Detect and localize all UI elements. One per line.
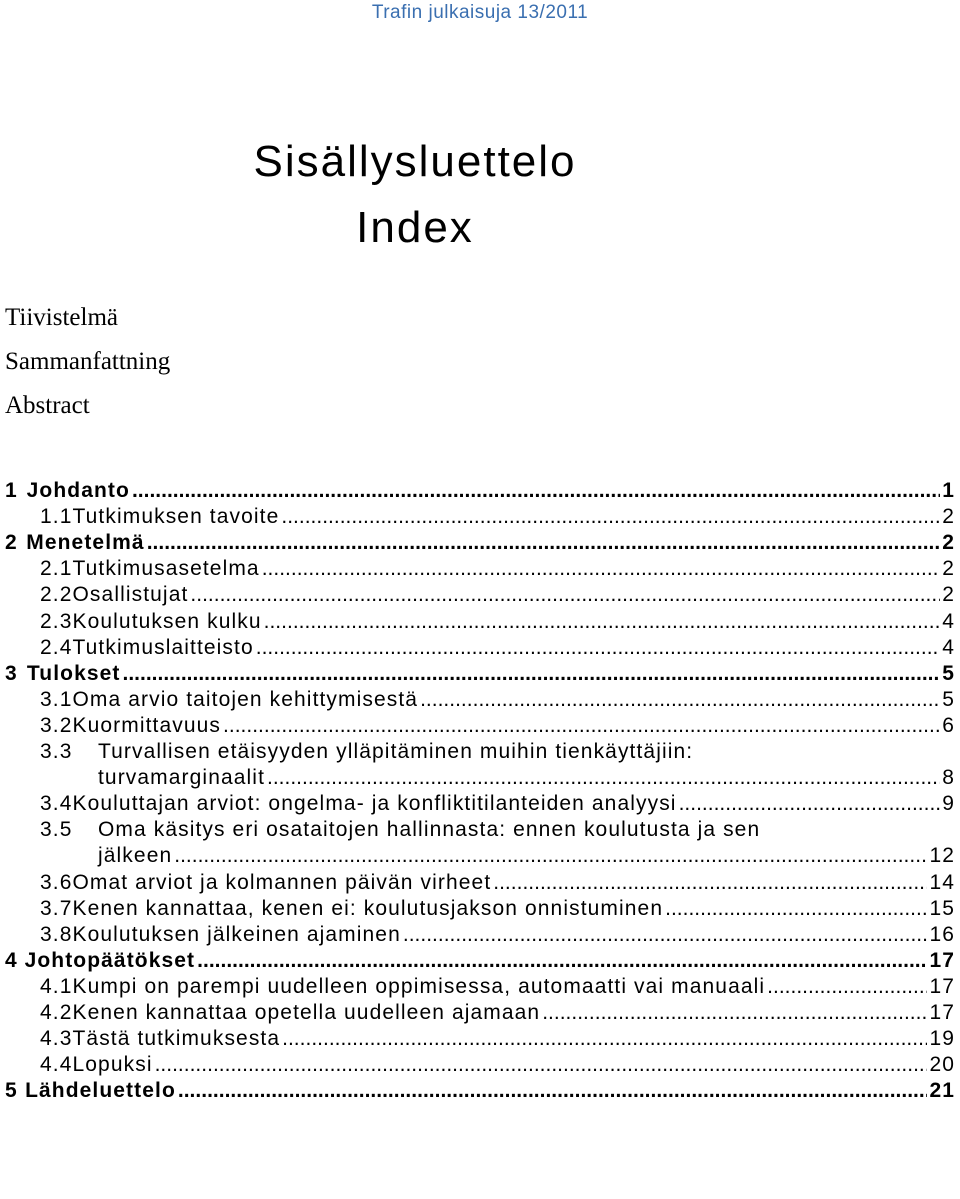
toc-section[interactable] [40,1000,955,1026]
toc-number: 3.8 [40,922,73,946]
toc-section[interactable] [40,609,955,635]
toc-title: Tutkimuksen tavoite [72,505,280,529]
toc-title-continued: jälkeen [98,844,173,868]
toc-page-number: 2 [942,557,955,581]
toc-leader-dots [256,635,940,661]
toc-title: Koulutuksen jälkeinen ajaminen [72,922,401,946]
toc-title: Johdanto [26,479,130,502]
toc-page-number: 8 [942,766,955,790]
toc-leader-dots [267,765,940,791]
toc-section[interactable] [40,556,955,582]
toc-chapter[interactable] [5,948,955,974]
toc-leader-dots [223,713,940,739]
toc-leader-dots [282,1026,927,1052]
toc-page-number: 19 [929,1027,955,1051]
toc-title: Kuormittavuus [72,713,222,737]
toc-leader-dots [281,504,940,530]
toc-section[interactable] [40,1052,955,1078]
toc-section[interactable] [40,817,760,843]
toc-section[interactable] [40,974,955,1000]
toc-page-number: 15 [929,896,955,920]
toc-section[interactable] [40,582,955,608]
toc-number: 3.4 [40,792,73,816]
toc-leader-dots [190,582,940,608]
page-title: Sisällysluettelo [253,137,577,186]
toc-number: 3.2 [40,713,73,737]
toc-number: 4 [5,948,18,972]
toc-section-continuation[interactable] [98,765,955,791]
toc-leader-dots [493,870,927,896]
toc-section[interactable] [40,1026,955,1052]
summary-swedish[interactable]: Sammanfattning [5,348,171,375]
toc-number: 1.1 [40,505,73,529]
toc-number: 3 [5,661,18,685]
toc-leader-dots [155,1052,928,1078]
toc-title: Tulokset [26,661,121,685]
toc-leader-dots [132,478,940,504]
toc-page-number: 2 [942,531,955,555]
toc-page-number: 1 [942,479,955,502]
toc-chapter[interactable] [5,530,955,556]
toc-leader-dots [767,974,927,1000]
toc-page-number: 6 [942,713,955,737]
toc-number: 4.3 [40,1027,73,1051]
toc-page-number: 17 [929,974,955,998]
toc-section[interactable] [40,870,955,896]
toc-title: Omat arviot ja kolmannen päivän virheet [72,870,492,894]
toc-chapter[interactable] [5,478,955,504]
toc-leader-dots [178,1078,928,1104]
toc-leader-dots [197,948,927,974]
toc-section[interactable] [40,635,955,661]
toc-page-number: 5 [942,687,955,711]
toc-title: Kumpi on parempi uudelleen oppimisessa, automaatti vai manuaali [72,974,766,998]
toc-title: Lähdeluettelo [25,1079,176,1103]
toc-leader-dots [147,530,941,556]
toc-page-number: 21 [929,1079,955,1103]
toc-leader-dots [420,687,940,713]
toc-page-number: 9 [942,792,955,816]
toc-section[interactable] [40,687,955,713]
toc-section[interactable] [40,791,955,817]
toc-section[interactable] [40,504,955,530]
toc-number: 2.4 [40,635,73,659]
toc-title: Oma arvio taitojen kehittymisestä [72,687,419,711]
toc-number: 4.2 [40,1001,73,1024]
summaries-list [5,296,170,428]
toc-section[interactable] [40,713,955,739]
summary-finnish[interactable]: Tiivistelmä [5,304,118,331]
toc-title: Osallistujat [72,583,189,607]
toc-leader-dots [174,843,927,869]
toc-title: Kenen kannattaa opetella uudelleen ajamaan [72,1001,541,1024]
toc-page-number: 17 [929,1001,955,1024]
toc-number: 2.1 [40,557,73,581]
toc-section[interactable] [40,896,955,922]
toc-number: 4.1 [40,974,73,998]
toc-leader-dots [262,556,941,582]
toc-title: Oma käsitys eri osataitojen hallinnasta: ennen koulutusta ja sen [98,818,761,842]
toc-title: Tutkimuslaitteisto [72,635,254,659]
toc-section[interactable] [40,739,693,765]
toc-number: 3.3 [40,740,73,763]
toc-section-continuation[interactable] [98,843,955,869]
toc-title-continued: turvamarginaalit [98,766,265,790]
toc-page-number: 12 [929,844,955,868]
toc-page-number: 14 [929,870,955,894]
toc-number: 2.2 [40,583,73,607]
toc-number: 3.6 [40,870,73,894]
publication-series-header: Trafin julkaisuja 13/2011 [371,2,589,23]
toc-page-number: 2 [942,505,955,529]
page-title-english: Index [356,203,474,252]
toc-page-number: 16 [929,922,955,946]
toc-title: Tästä tutkimuksesta [72,1027,281,1051]
toc-chapter[interactable] [5,1078,955,1104]
toc-page-number: 2 [942,583,955,607]
toc-number: 2.3 [40,609,73,633]
toc-leader-dots [123,661,941,687]
toc-number: 4.4 [40,1053,73,1077]
toc-page-number: 4 [942,635,955,659]
toc-page-number: 4 [942,609,955,633]
toc-title: Turvallisen etäisyyden ylläpitäminen muihin tienkäyttäjiin: [98,740,694,763]
toc-leader-dots [542,1000,927,1026]
toc-leader-dots [264,609,941,635]
summary-english[interactable]: Abstract [5,392,90,419]
toc-number: 1 [5,479,18,502]
toc-page-number: 17 [929,948,955,972]
toc-chapter[interactable] [5,661,955,687]
toc-leader-dots [679,791,941,817]
toc-leader-dots [665,896,927,922]
toc-page-number: 5 [942,661,955,685]
toc-number: 5 [5,1079,18,1103]
toc-title: Menetelmä [26,531,145,555]
toc-number: 3.7 [40,896,73,920]
toc-page-number: 20 [929,1053,955,1077]
toc-title: Koulutuksen kulku [72,609,262,633]
toc-number: 2 [5,531,18,555]
toc-section[interactable] [40,922,955,948]
toc-title: Johtopäätökset [24,948,196,972]
toc-title: Kouluttajan arviot: ongelma- ja konfliktitilanteiden analyysi [72,792,677,816]
toc-number: 3.1 [40,687,73,711]
toc-title: Lopuksi [72,1053,153,1077]
toc-number: 3.5 [40,818,73,842]
toc-title: Tutkimusasetelma [72,557,260,581]
toc-title: Kenen kannattaa, kenen ei: koulutusjakson onnistuminen [72,896,664,920]
toc-leader-dots [403,922,928,948]
